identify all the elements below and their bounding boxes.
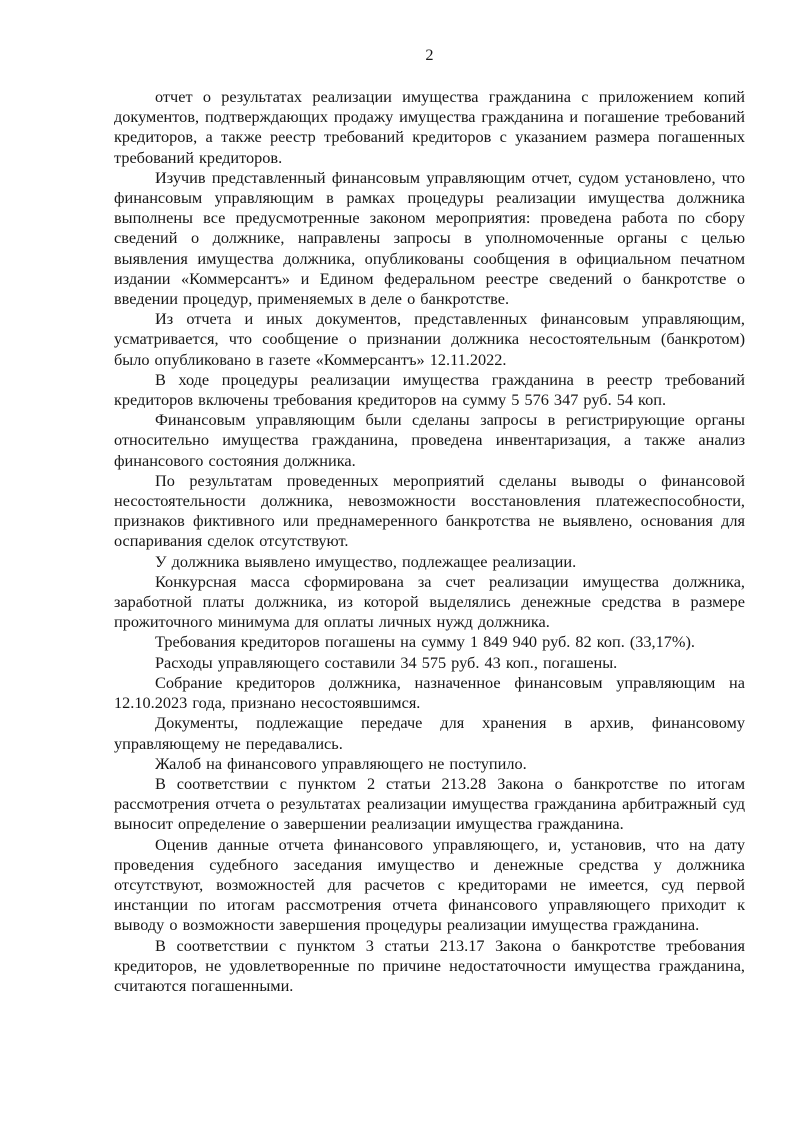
paragraph: отчет о результатах реализации имущества гражданина с приложением копий документов, подтверждающих продажу имущества гражданина и погашение требований кредиторов, а также реестр требований кредиторов с указанием размера погашенных требований кредиторов.	[114, 87, 745, 167]
paragraph: В соответствии с пунктом 3 статьи 213.17 Закона о банкротстве требования кредиторов, не удовлетворенные по причине недостаточности имущества гражданина, считаются погашенными.	[114, 935, 745, 995]
paragraph: В ходе процедуры реализации имущества гражданина в реестр требований кредиторов включены требования кредиторов на сумму 5 576 347 руб. 54 коп.	[114, 369, 745, 410]
paragraph: У должника выявлено имущество, подлежащее реализации.	[155, 551, 577, 571]
paragraph: Финансовым управляющим были сделаны запросы в регистрирующие органы относительно имущества гражданина, проведена инвентаризация, а также анализ финансового состояния должника.	[114, 410, 745, 470]
document-body	[114, 87, 745, 996]
paragraph: Оценив данные отчета финансового управляющего, и, установив, что на дату проведения судебного заседания имущество и денежные средства у должника отсутствуют, возможностей для расчетов с кредиторами не имеется, суд первой инстанции по итогам рассмотрения отчета финансового управляющего приходит к выводу о возможности завершения процедуры реализации имущества гражданина.	[114, 834, 745, 935]
paragraph: Требования кредиторов погашены на сумму 1 849 940 руб. 82 коп. (33,17%).	[155, 632, 695, 652]
paragraph: Из отчета и иных документов, представленных финансовым управляющим, усматривается, что сообщение о признании должника несостоятельным (банкротом) было опубликовано в газете «Коммерсантъ» 12.11.2022.	[114, 309, 745, 369]
paragraph: Документы, подлежащие передаче для хранения в архив, финансовому управляющему не передавались.	[114, 713, 745, 753]
paragraph: По результатам проведенных мероприятий сделаны выводы о финансовой несостоятельности должника, невозможности восстановления платежеспособности, признаков фиктивного или преднамеренного банкротства не выявлено, основания для оспаривания сделок отсутствуют.	[114, 470, 745, 551]
paragraph: Конкурсная масса сформирована за счет реализации имущества должника, заработной платы должника, из которой выделялись денежные средства в размере прожиточного минимума для оплаты личных нужд должника.	[114, 571, 745, 632]
paragraph: Собрание кредиторов должника, назначенное финансовым управляющим на 12.10.2023 года, признано несостоявшимся.	[114, 672, 745, 713]
page-number: 2	[425, 45, 434, 64]
paragraph: Расходы управляющего составили 34 575 руб. 43 коп., погашены.	[155, 652, 618, 672]
paragraph: Изучив представленный финансовым управляющим отчет, судом установлено, что финансовым управляющим в рамках процедуры реализации имущества должника выполнены все предусмотренные законом мероприятия: проведена работа по сбору сведений о должнике, направлены запросы в уполномоченные органы с целью выявления имущества должника, опубликованы сообщения в официальном печатном издании «Коммерсантъ» и Едином федеральном реестре сведений о банкротстве о введении процедур, применяемых в деле о банкротстве.	[114, 167, 745, 309]
paragraph: Жалоб на финансового управляющего не поступило.	[155, 753, 527, 773]
paragraph: В соответствии с пунктом 2 статьи 213.28 Закона о банкротстве по итогам рассмотрения отчета о результатах реализации имущества гражданина арбитражный суд выносит определение о завершении реализации имущества гражданина.	[114, 773, 745, 834]
